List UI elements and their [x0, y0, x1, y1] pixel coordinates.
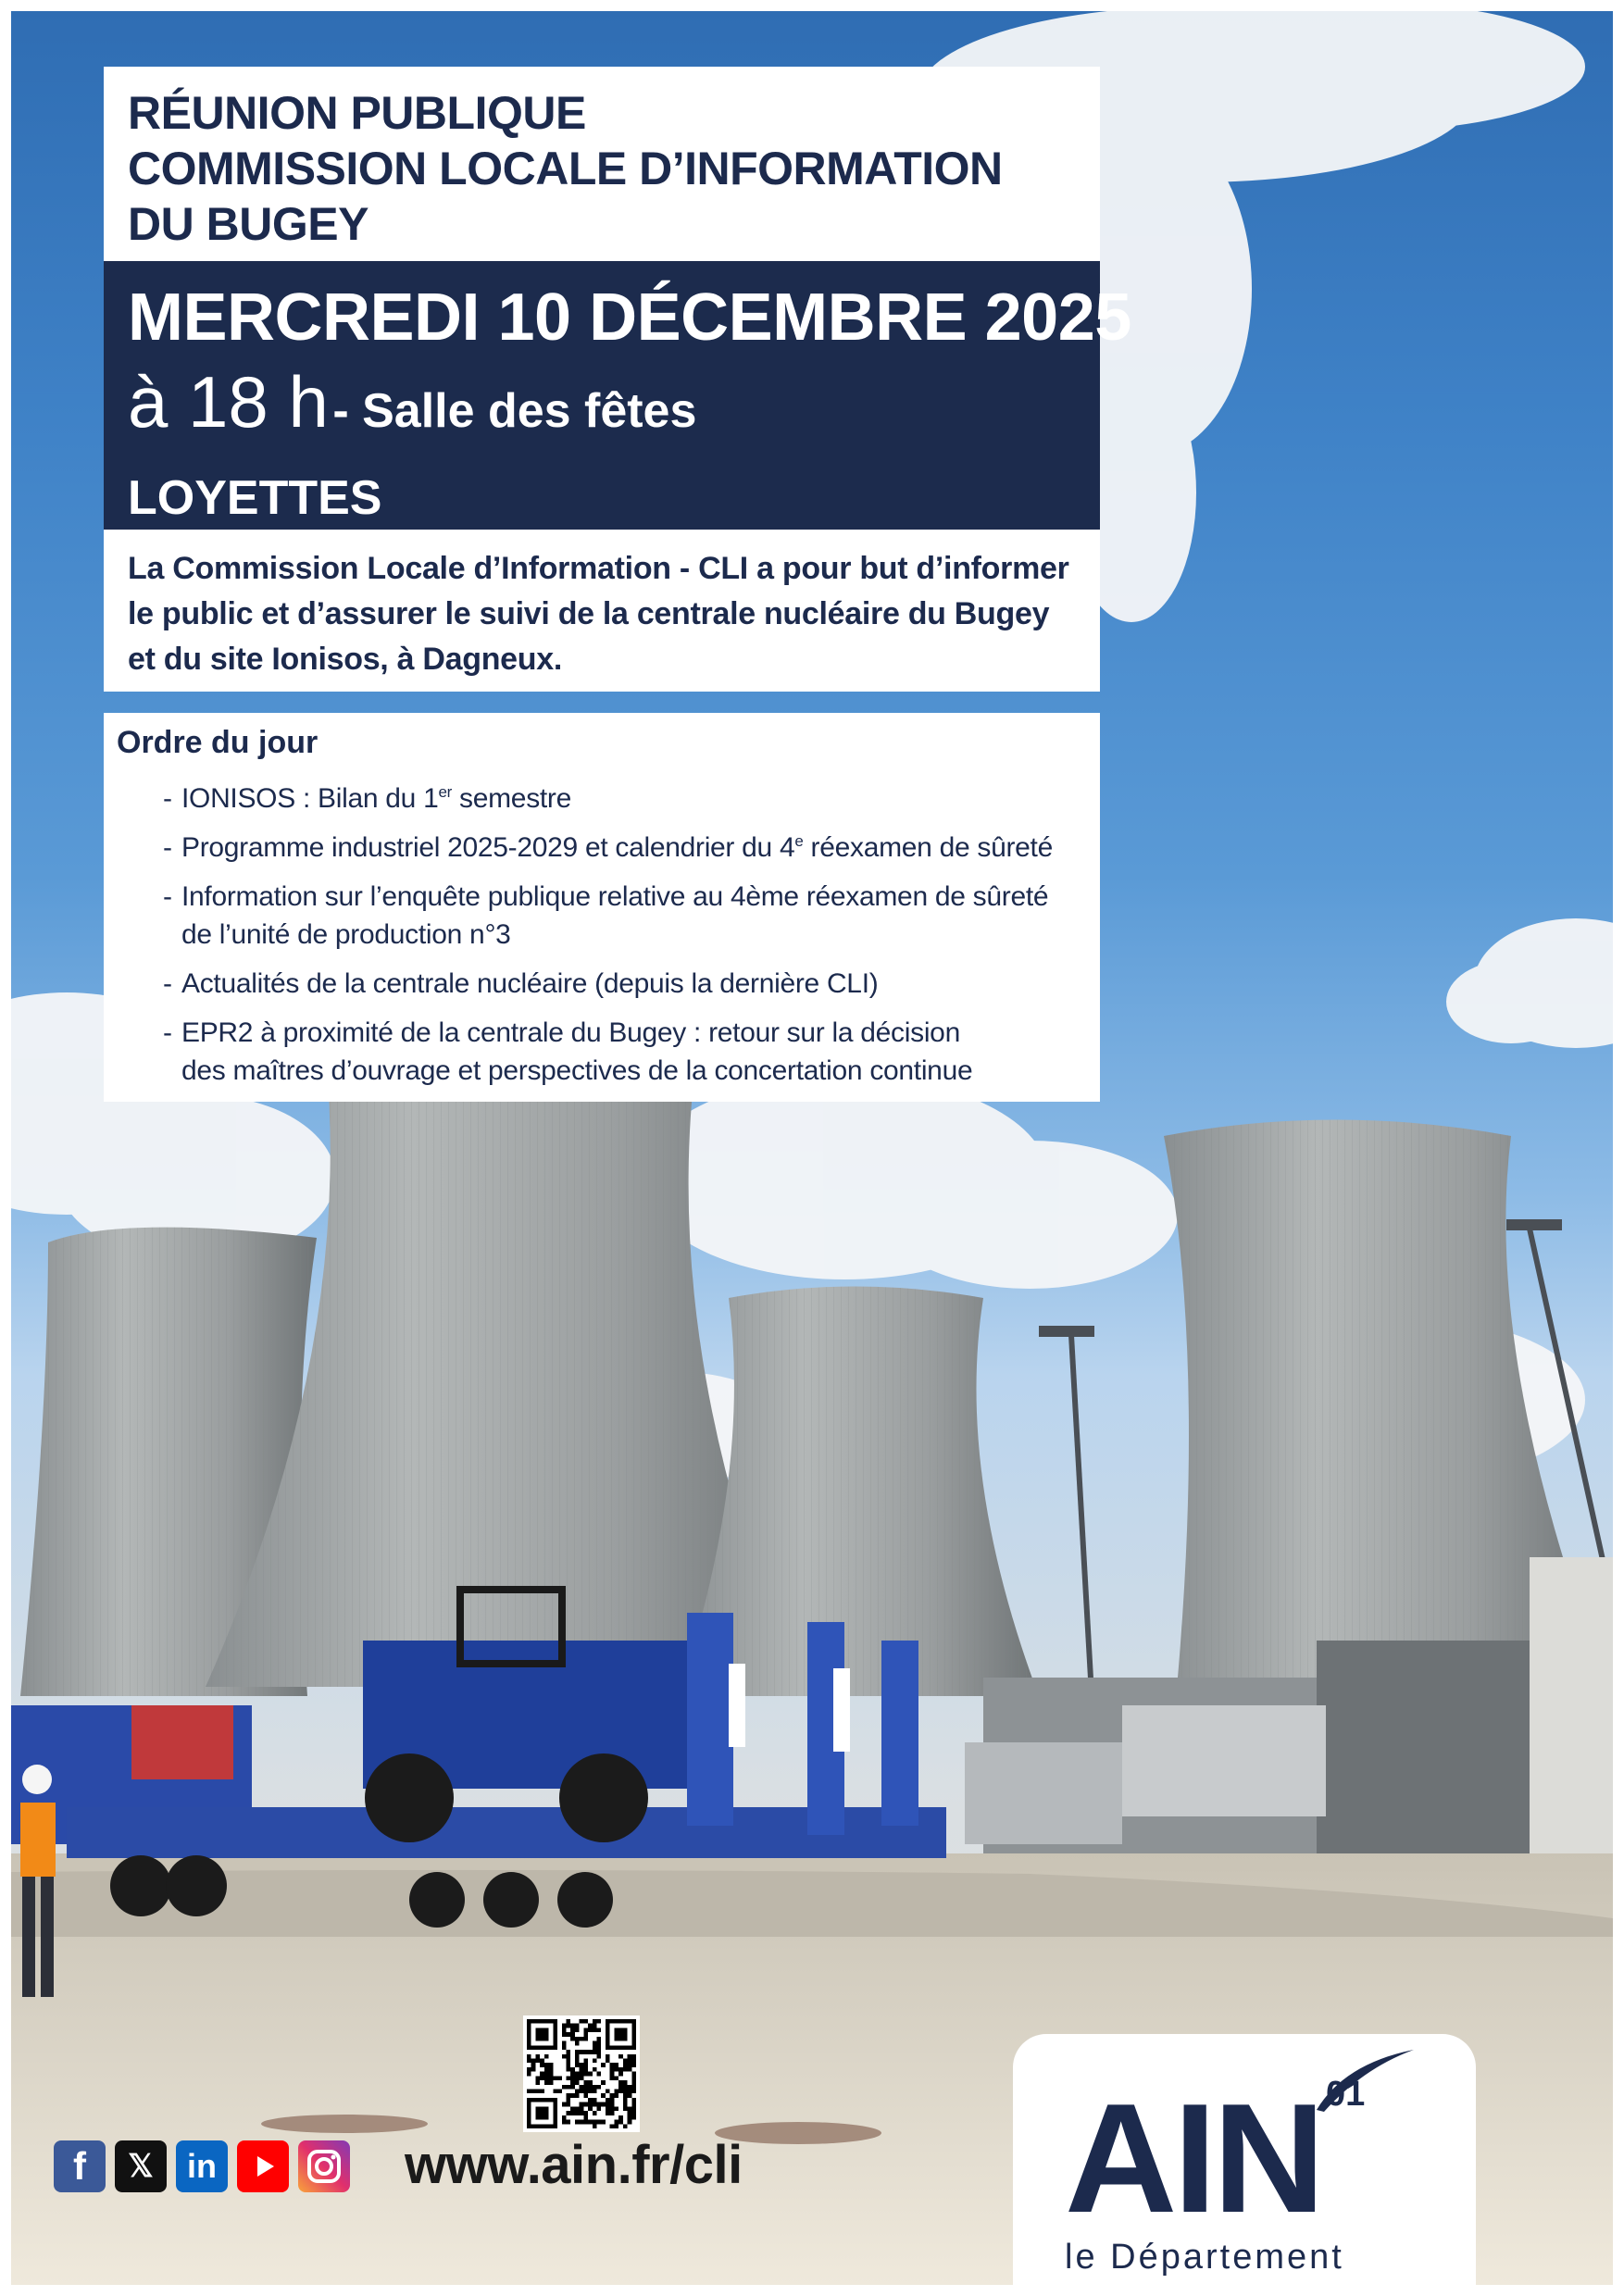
qr-code-icon: [527, 2019, 636, 2128]
intro-line-2: le public et d’assurer le suivi de la centrale nucléaire du Bugey: [128, 596, 1050, 631]
agenda-panel: [104, 713, 1100, 1102]
intro-line-3: et du site Ionisos, à Dagneux.: [128, 642, 562, 677]
agenda-item: - EPR2 à proximité de la centrale du Bugey : retour sur la décision des maîtres d’ouvrage et perspectives de la concertation continue: [163, 1017, 973, 1086]
x-icon[interactable]: 𝕏: [115, 2140, 167, 2192]
event-town: LOYETTES: [128, 471, 382, 525]
agenda-list: [117, 780, 1087, 1090]
ain-logo: [1013, 2034, 1476, 2285]
instagram-icon[interactable]: [298, 2140, 350, 2192]
event-venue: - Salle des fêtes: [332, 384, 697, 438]
facebook-icon[interactable]: f: [54, 2140, 106, 2192]
title-line-1: RÉUNION PUBLIQUE: [128, 87, 586, 139]
logo-brand: AIN: [1065, 2071, 1322, 2245]
event-time: à 18 h: [128, 361, 329, 443]
agenda-item: - Information sur l’enquête publique relative au 4ème réexamen de sûreté de l’unité de production n°3: [163, 881, 1049, 950]
event-panel: [104, 261, 1131, 530]
title-panel: [104, 67, 1100, 261]
agenda-heading: Ordre du jour: [117, 725, 319, 760]
title-line-3: DU BUGEY: [128, 198, 369, 250]
logo-subtitle: le Département: [1065, 2238, 1344, 2277]
logo-number: 01: [1326, 2075, 1366, 2114]
title-line-2: COMMISSION LOCALE D’INFORMATION: [128, 143, 1003, 194]
agenda-item: - Programme industriel 2025-2029 et calendrier du 4e réexamen de sûreté: [163, 832, 1053, 863]
event-date: MERCREDI 10 DÉCEMBRE 2025: [128, 281, 1131, 355]
intro-line-1: La Commission Locale d’Information - CLI a pour but d’informer: [128, 551, 1069, 586]
qr-code[interactable]: [523, 2015, 640, 2132]
agenda-item: - IONISOS : Bilan du 1er semestre: [163, 783, 572, 814]
event-time-venue: [128, 359, 1076, 466]
intro-panel: [104, 530, 1100, 692]
poster: [11, 11, 1613, 2285]
youtube-icon[interactable]: [237, 2140, 289, 2192]
agenda-item: - Actualités de la centrale nucléaire (depuis la dernière CLI): [163, 968, 879, 999]
website-link[interactable]: www.ain.fr/cli: [405, 2135, 743, 2195]
linkedin-icon[interactable]: in: [176, 2140, 228, 2192]
